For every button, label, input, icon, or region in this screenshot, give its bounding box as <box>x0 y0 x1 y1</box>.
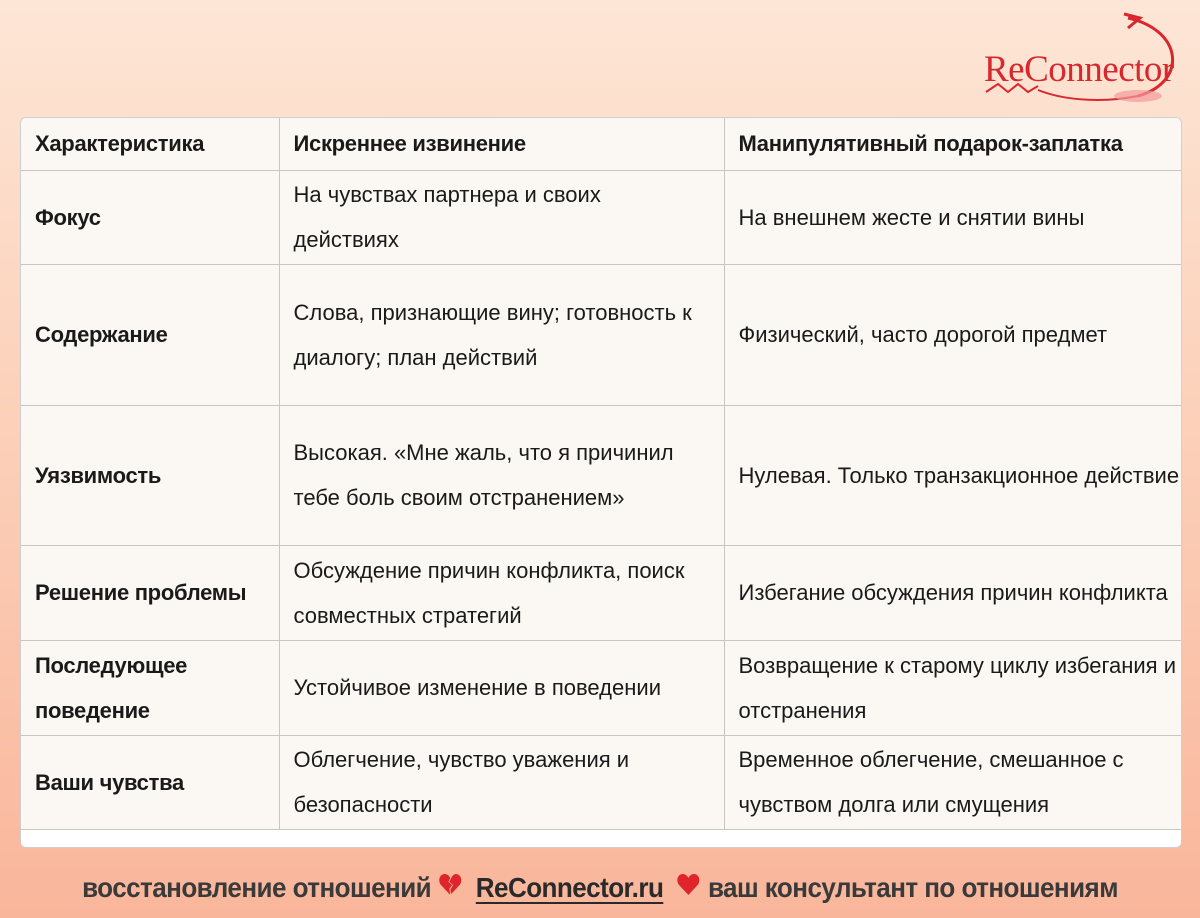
table-row <box>21 264 1182 405</box>
cell-sincere: На чувствах партнера и своих действиях <box>279 170 724 264</box>
cell-sincere: Слова, признающие вину; готовность к диалогу; план действий <box>279 264 724 405</box>
logo <box>978 12 1188 108</box>
row-key: Решение проблемы <box>21 545 279 640</box>
table-row <box>21 405 1182 545</box>
cell-sincere: Устойчивое изменение в поведении <box>279 640 724 735</box>
comparison-table <box>21 118 1182 830</box>
cell-manipulative: Физический, часто дорогой предмет <box>724 264 1182 405</box>
footer-banner <box>42 858 1158 918</box>
row-key: Уязвимость <box>21 405 279 545</box>
cell-manipulative: На внешнем жесте и снятии вины <box>724 170 1182 264</box>
heart-icon <box>676 872 700 904</box>
row-key: Последующее поведение <box>21 640 279 735</box>
cell-sincere: Обсуждение причин конфликта, поиск совместных стратегий <box>279 545 724 640</box>
cell-manipulative: Нулевая. Только транзакционное действие <box>724 405 1182 545</box>
cell-sincere: Облегчение, чувство уважения и безопасности <box>279 735 724 829</box>
table-row <box>21 545 1182 640</box>
header-characteristic: Характеристика <box>21 118 279 170</box>
table-row <box>21 735 1182 829</box>
logo-wordmark: ReConnector <box>984 49 1174 90</box>
header-sincere-apology: Искреннее извинение <box>279 118 724 170</box>
broken-heart-icon <box>439 872 463 904</box>
cell-manipulative: Избегание обсуждения причин конфликта <box>724 545 1182 640</box>
table-row <box>21 640 1182 735</box>
footer-right-text: ваш консультант по отношениям <box>707 872 1118 903</box>
footer-left-text: восстановление отношений <box>82 872 432 903</box>
row-key: Ваши чувства <box>21 735 279 829</box>
table-row <box>21 170 1182 264</box>
cell-manipulative: Временное облегчение, смешанное с чувством долга или смущения <box>724 735 1182 829</box>
row-key: Содержание <box>21 264 279 405</box>
footer-site-link[interactable]: ReConnector.ru <box>475 872 664 903</box>
cell-manipulative: Возвращение к старому циклу избегания и отстранения <box>724 640 1182 735</box>
table-header-row <box>21 118 1182 170</box>
row-key: Фокус <box>21 170 279 264</box>
comparison-card <box>20 117 1182 848</box>
cell-sincere: Высокая. «Мне жаль, что я причинил тебе боль своим отстранением» <box>279 405 724 545</box>
header-manipulative-gift: Манипулятивный подарок-заплатка <box>724 118 1182 170</box>
